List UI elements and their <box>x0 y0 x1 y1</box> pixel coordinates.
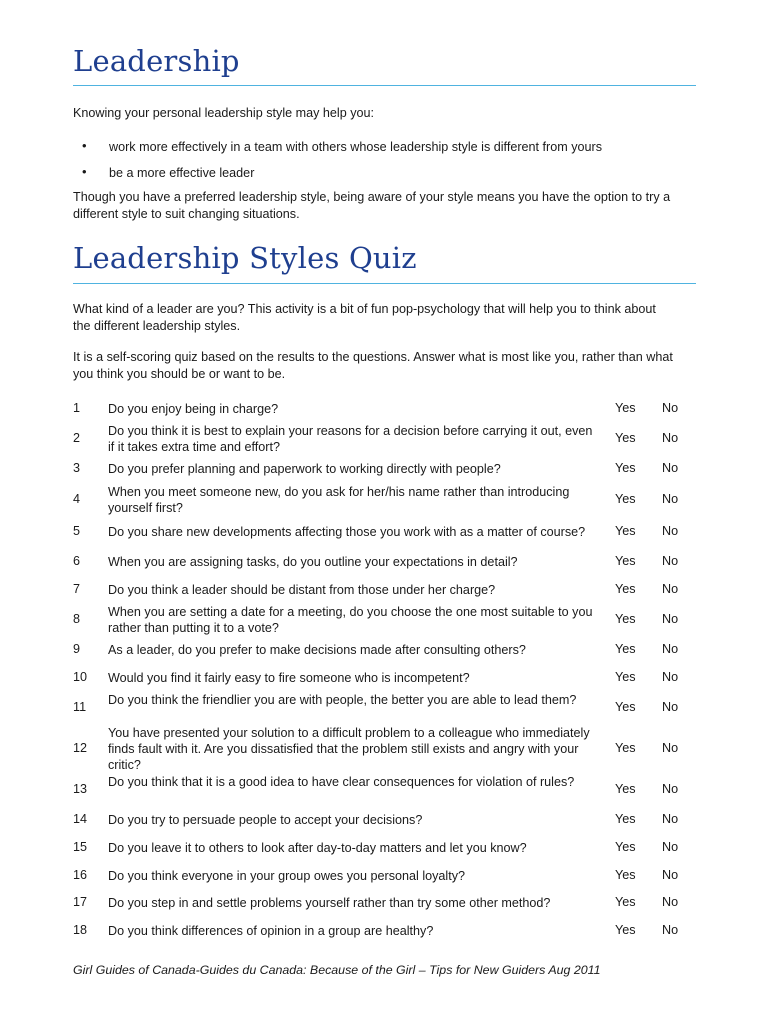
yes-option[interactable]: Yes <box>615 401 636 415</box>
quiz-question-row <box>0 582 768 598</box>
quiz-question-row <box>0 692 768 724</box>
question-number: 2 <box>73 431 81 445</box>
quiz-question-row <box>0 725 768 773</box>
question-text: Do you think differences of opinion in a group are healthy? <box>108 924 434 938</box>
yes-option[interactable]: Yes <box>615 700 636 714</box>
no-option[interactable]: No <box>662 431 679 445</box>
question-text: Do you think it is best to explain your reasons for a decision before carrying it out, even if it takes extra time and effort? <box>108 424 593 454</box>
quiz-question-row <box>0 840 768 856</box>
quiz-question-row <box>0 895 768 911</box>
no-option[interactable]: No <box>662 741 679 755</box>
question-text: Do you think a leader should be distant from those under her charge? <box>108 583 496 597</box>
quiz-question-row <box>0 554 768 570</box>
question-number: 15 <box>73 840 88 854</box>
page-footer: Girl Guides of Canada-Guides du Canada: Because of the Girl – Tips for New Guiders Aug 2011 <box>73 963 601 977</box>
quiz-question-row <box>0 604 768 636</box>
question-text: Do you prefer planning and paperwork to working directly with people? <box>108 462 501 476</box>
question-number: 12 <box>73 741 88 755</box>
no-option[interactable]: No <box>662 700 679 714</box>
yes-option[interactable]: Yes <box>615 431 636 445</box>
yes-option[interactable]: Yes <box>615 812 636 826</box>
question-text: As a leader, do you prefer to make decisions made after consulting others? <box>108 643 526 657</box>
quiz-question-row <box>0 812 768 828</box>
yes-option[interactable]: Yes <box>615 868 636 882</box>
quiz-instructions: It is a self-scoring quiz based on the results to the questions. Answer what is most like you, rather than what you think you should be or want to be. <box>73 350 673 381</box>
question-text: Do you think the friendlier you are with people, the better you are able to lead them? <box>108 693 577 707</box>
yes-option[interactable]: Yes <box>615 582 636 596</box>
question-number: 9 <box>73 642 81 656</box>
quiz-question-row <box>0 868 768 884</box>
yes-option[interactable]: Yes <box>615 670 636 684</box>
question-number: 5 <box>73 524 81 538</box>
yes-option[interactable]: Yes <box>615 492 636 506</box>
heading-rule <box>73 85 696 86</box>
question-number: 10 <box>73 670 88 684</box>
question-number: 8 <box>73 612 81 626</box>
question-number: 17 <box>73 895 88 909</box>
quiz-question-row <box>0 923 768 939</box>
question-text: Do you think everyone in your group owes you personal loyalty? <box>108 869 466 883</box>
question-text: Do you try to persuade people to accept your decisions? <box>108 813 423 827</box>
question-number: 7 <box>73 582 81 596</box>
no-option[interactable]: No <box>662 524 679 538</box>
quiz-intro: What kind of a leader are you? This activity is a bit of fun pop-psychology that will help you to think about the different leadership styles. <box>73 302 656 333</box>
question-text: When you meet someone new, do you ask for her/his name rather than introducing yourself first? <box>108 485 570 515</box>
no-option[interactable]: No <box>662 812 679 826</box>
bullet-icon: • <box>82 164 87 179</box>
question-text: When you are assigning tasks, do you outline your expectations in detail? <box>108 555 518 569</box>
benefits-list <box>73 139 693 191</box>
quiz-question-row <box>0 423 768 455</box>
quiz-question-row <box>0 670 768 686</box>
quiz-question-row <box>0 401 768 417</box>
question-text: Do you share new developments affecting those you work with as a matter of course? <box>108 525 586 539</box>
yes-option[interactable]: Yes <box>615 612 636 626</box>
no-option[interactable]: No <box>662 840 679 854</box>
no-option[interactable]: No <box>662 923 679 937</box>
yes-option[interactable]: Yes <box>615 923 636 937</box>
yes-option[interactable]: Yes <box>615 895 636 909</box>
bullet-icon: • <box>82 138 87 153</box>
list-item: • be a more effective leader <box>82 164 255 180</box>
quiz-question-row <box>0 484 768 516</box>
question-number: 6 <box>73 554 81 568</box>
question-number: 14 <box>73 812 88 826</box>
no-option[interactable]: No <box>662 868 679 882</box>
leadership-intro: Knowing your personal leadership style may help you: <box>73 106 375 120</box>
quiz-heading: Leadership Styles Quiz <box>73 241 417 275</box>
yes-option[interactable]: Yes <box>615 782 636 796</box>
question-number: 11 <box>73 700 87 714</box>
question-text: Do you step in and settle problems yourself rather than try some other method? <box>108 896 551 910</box>
question-number: 4 <box>73 492 81 506</box>
no-option[interactable]: No <box>662 554 679 568</box>
quiz-question-row <box>0 774 768 806</box>
yes-option[interactable]: Yes <box>615 642 636 656</box>
heading-rule <box>73 283 696 284</box>
yes-option[interactable]: Yes <box>615 461 636 475</box>
quiz-question-row <box>0 642 768 658</box>
quiz-question-row <box>0 461 768 477</box>
list-item: • work more effectively in a team with others whose leadership style is different from yours <box>82 138 603 154</box>
question-text: Do you leave it to others to look after day-to-day matters and let you know? <box>108 841 527 855</box>
question-text: Do you think that it is a good idea to have clear consequences for violation of rules? <box>108 775 575 789</box>
no-option[interactable]: No <box>662 670 679 684</box>
no-option[interactable]: No <box>662 782 679 796</box>
leadership-closing: Though you have a preferred leadership style, being aware of your style means you have the option to try a different style to suit changing situations. <box>73 190 671 221</box>
yes-option[interactable]: Yes <box>615 741 636 755</box>
no-option[interactable]: No <box>662 461 679 475</box>
question-text: When you are setting a date for a meeting, do you choose the one most suitable to you rather than putting it to a vote? <box>108 605 593 635</box>
quiz-question-row <box>0 524 768 540</box>
no-option[interactable]: No <box>662 401 679 415</box>
yes-option[interactable]: Yes <box>615 524 636 538</box>
yes-option[interactable]: Yes <box>615 840 636 854</box>
question-number: 1 <box>73 401 81 415</box>
question-number: 18 <box>73 923 88 937</box>
question-text: You have presented your solution to a difficult problem to a colleague who immediately finds fault with it. Are you dissatisfied that the problem still exists and angry with your critic? <box>108 726 590 772</box>
no-option[interactable]: No <box>662 612 679 626</box>
question-number: 13 <box>73 782 88 796</box>
yes-option[interactable]: Yes <box>615 554 636 568</box>
no-option[interactable]: No <box>662 642 679 656</box>
no-option[interactable]: No <box>662 582 679 596</box>
no-option[interactable]: No <box>662 895 679 909</box>
question-text: Would you find it fairly easy to fire someone who is incompetent? <box>108 671 470 685</box>
no-option[interactable]: No <box>662 492 679 506</box>
question-number: 3 <box>73 461 81 475</box>
question-text: Do you enjoy being in charge? <box>108 402 279 416</box>
question-number: 16 <box>73 868 88 882</box>
leadership-heading: Leadership <box>73 44 240 78</box>
